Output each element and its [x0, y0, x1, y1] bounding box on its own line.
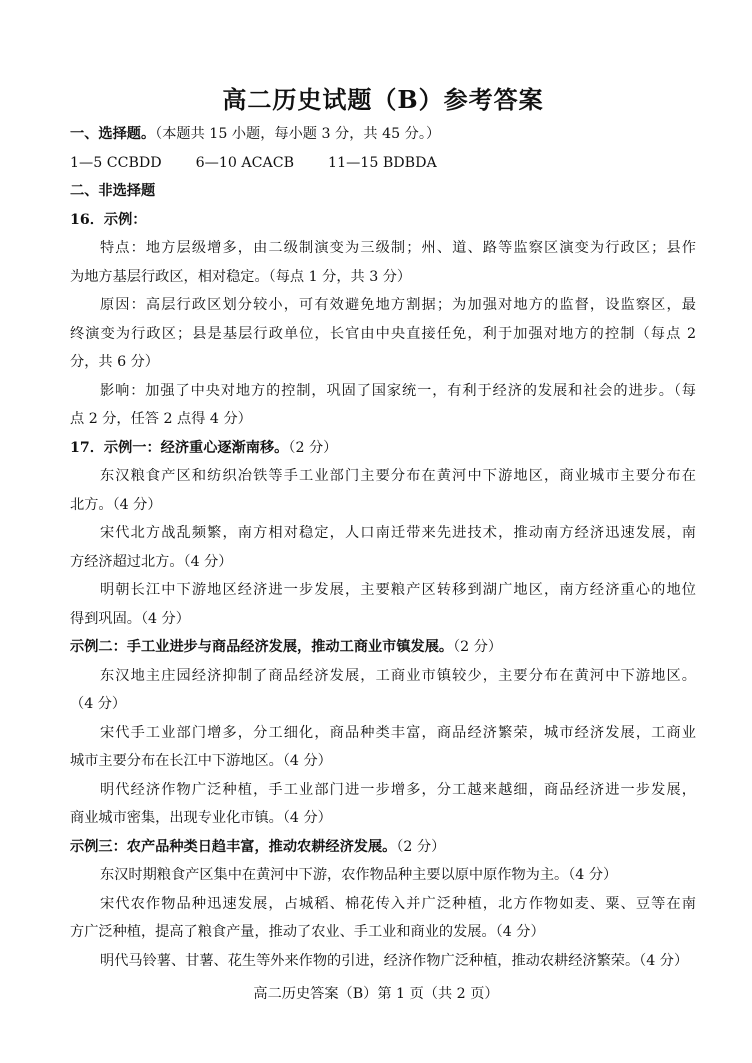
q16-line: 影响：加强了中央对地方的控制，巩固了国家统一，有利于经济的发展和社会的进步。（每 — [100, 382, 696, 399]
q17-line: 商业城市密集，出现专业化市镇。（4 分） — [70, 810, 332, 826]
q17-line: 得到巩固。（4 分） — [70, 610, 190, 627]
q17-line: （4 分） — [70, 696, 127, 712]
answer-sheet-page — [70, 0, 696, 975]
q17-line: 东汉时期粮食产区集中在黄河中下游，农作物品种主要以原中原作物为主。（4 分） — [100, 867, 618, 883]
q17-example2-heading — [70, 633, 696, 662]
q16-line: 原因：高层行政区划分较小，可有效避免地方割据；为加强对地方的监督，设监察区，最 — [100, 297, 696, 313]
q17-example1-heading — [70, 434, 696, 463]
q17-line: 宋代手工业部门增多，分工细化，商品种类丰富，商品经济繁荣，城市经济发展，工商业 — [100, 724, 696, 741]
q17-line: 明代马铃薯、甘薯、花生等外来作物的引进，经济作物广泛种植，推动农耕经济繁荣。（4 分） — [100, 952, 689, 969]
q17-line: 方广泛种植，提高了粮食产量，推动了农业、手工业和商业的发展。（4 分） — [70, 924, 545, 940]
section1-heading-text: 一、选择题。 — [70, 126, 156, 142]
q16-line: 点 2 分，任答 2 点得 4 分） — [70, 411, 252, 427]
q17-example1-score: （2 分） — [288, 439, 338, 456]
section2-heading: 二、非选择题 — [70, 183, 156, 199]
q17-example3-score: （2 分） — [396, 838, 446, 855]
q16-line: 分，共 6 分） — [70, 354, 159, 370]
q17-example3-title: 示例三：农产品种类日趋丰富，推动农耕经济发展。 — [70, 838, 397, 855]
q17-line: 明朝长江中下游地区经济进一步发展，主要粮产区转移到湖广地区，南方经济重心的地位 — [100, 582, 696, 598]
q16-label: 16．示例： — [70, 211, 147, 228]
q17-example2-title: 示例二：手工业进步与商品经济发展，推动工商业市镇发展。 — [70, 639, 454, 655]
mcq-answer-group-3: 11—15 BDBDA — [328, 154, 437, 171]
q17-line: 城市主要分布在长江中下游地区。（4 分） — [70, 753, 332, 769]
q17-line: 明代经济作物广泛种植，手工业部门进一步增多，分工越来越细，商品经济进一步发展， — [100, 781, 696, 798]
page-footer: 高二历史答案（B）第 1 页（共 2 页） — [253, 986, 499, 1002]
q17-example1-title: 17．示例一：经济重心逐渐南移。 — [70, 439, 289, 456]
q17-line: 方经济超过北方。（4 分） — [70, 553, 233, 570]
section1-heading — [70, 120, 696, 149]
q17-line: 东汉粮食产区和纺织冶铁等手工业部门主要分布在黄河中下游地区，商业城市主要分布在 — [100, 468, 696, 484]
q17-line: 宋代农作物品种迅速发展，占城稻、棉花传入并广泛种植，北方作物如麦、粟、豆等在南 — [100, 895, 696, 912]
q17-example2-score: （2 分） — [453, 639, 503, 655]
mcq-answers — [70, 149, 696, 178]
mcq-answer-group-2: 6—10 ACACB — [195, 154, 295, 171]
q17-line: 东汉地主庄园经济抑制了商品经济发展，工商业市镇较少，主要分布在黄河中下游地区。 — [100, 667, 696, 684]
page-title: 高二历史试题（B）参考答案 — [222, 85, 544, 114]
q16-line: 特点：地方层级增多，由二级制演变为三级制；州、道、路等监察区演变为行政区；县作 — [100, 240, 696, 256]
q17-line: 北方。（4 分） — [70, 496, 162, 513]
q16-line: 为地方基层行政区，相对稳定。（每点 1 分，共 3 分） — [70, 268, 412, 285]
q17-line: 宋代北方战乱频繁，南方相对稳定，人口南迁带来先进技术，推动南方经济迅速发展，南 — [100, 525, 696, 541]
q16-line: 终演变为行政区；县是基层行政单位，长官由中央直接任免，利于加强对地方的控制（每点 2 — [70, 325, 696, 342]
section1-note: （本题共 15 小题，每小题 3 分，共 45 分。） — [155, 126, 441, 142]
mcq-answer-group-1: 1—5 CCBDD — [70, 154, 162, 171]
q17-example3-heading — [70, 833, 696, 862]
